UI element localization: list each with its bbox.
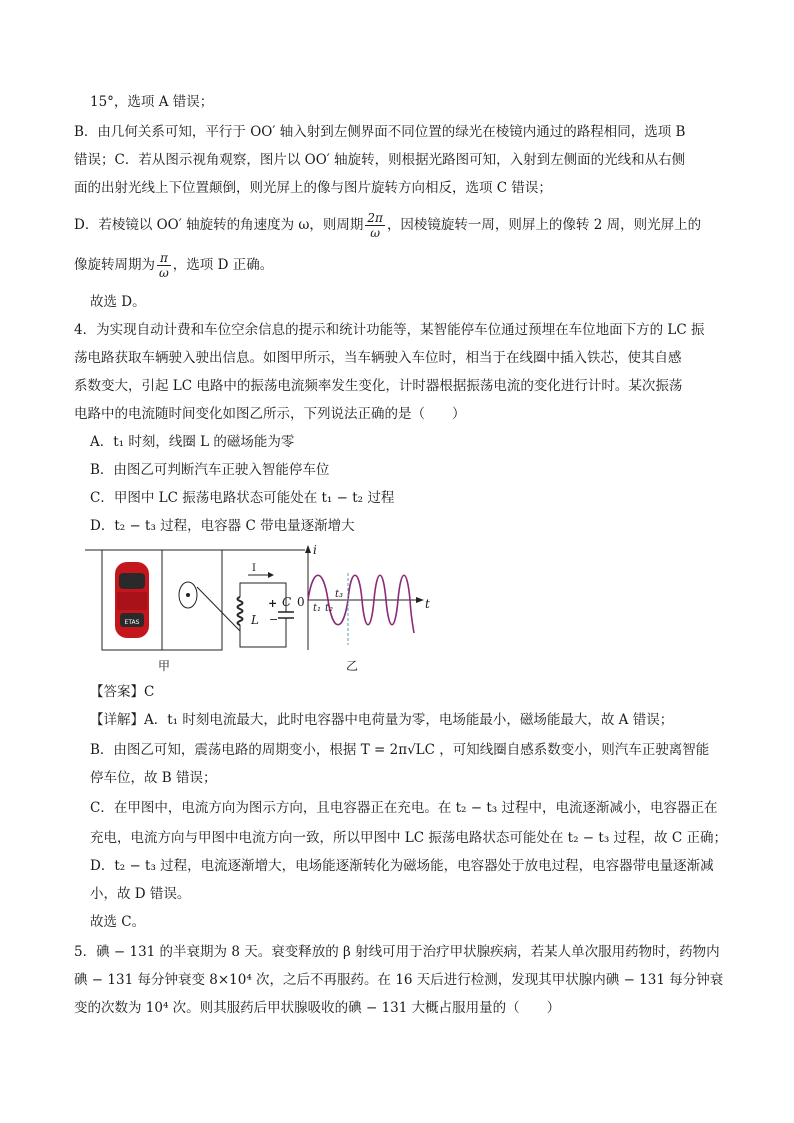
option-a: A．t₁ 时刻，线圈 L 的磁场能为零 [90, 434, 295, 450]
question-stem: 荡电路获取车辆驶入驶出信息。如图甲所示，当车辆驶入车位时，相当于在线圈中插入铁芯，使其自感 [74, 350, 682, 366]
text-line: B．由几何关系可知，平行于 OO′ 轴入射到左侧界面不同位置的绿光在棱镜内通过的路程相同，选项 B [74, 124, 686, 140]
conclusion: 故选 D。 [90, 294, 146, 310]
text-line: 15°，选项 A 错误； [90, 94, 214, 110]
explanation-line: 停车位，故 B 错误； [90, 770, 217, 786]
option-b: B．由图乙可判断汽车正驶入智能停车位 [90, 462, 330, 478]
current-wave [308, 575, 414, 633]
axis-label-t: t [425, 597, 430, 611]
explanation-line: D．t₂ − t₃ 过程，电流逐渐增大，电场能逐渐转化为磁场能，电容器处于放电过程，电容器带电量逐渐减 [90, 858, 714, 874]
car-icon [115, 562, 149, 638]
tick-t3: t₃ [335, 589, 344, 600]
figure-label-jia: 甲 [158, 659, 171, 673]
inductor-label: L [251, 613, 259, 627]
plate-text: ETAS [124, 619, 140, 626]
tick-t2: t₂ [325, 603, 334, 614]
text-segment: ，选项 D 正确。 [172, 257, 274, 273]
question-stem: 变的次数为 10⁴ 次。则其服药后甲状腺吸收的碘 − 131 大概占服用量的（ ） [74, 1000, 561, 1016]
origin-label: 0 [297, 595, 305, 609]
text-segment: 像旋转周期为 [74, 257, 155, 273]
current-label: I [252, 563, 256, 574]
fraction-numerator: 2π [367, 211, 383, 225]
text-line: 面的出射光线上下位置颠倒，则光屏上的像与图片旋转方向相反，选项 C 错误； [74, 180, 552, 196]
question-stem: 碘 − 131 每分钟衰变 8×10⁴ 次，之后不再服药。在 16 天后进行检测，发现其甲状腺内碘 − 131 每分钟衰 [74, 972, 724, 988]
text-line [74, 248, 273, 282]
inductor-icon [236, 597, 244, 625]
option-d: D．t₂ − t₃ 过程，电容器 C 带电量逐渐增大 [90, 518, 355, 534]
option-c: C．甲图中 LC 振荡电路状态可能处在 t₁ − t₂ 过程 [90, 490, 395, 506]
explanation-line: 小，故 D 错误。 [90, 886, 191, 902]
figure-label-yi: 乙 [346, 659, 359, 673]
fraction-denominator: ω [370, 226, 381, 240]
fraction-denominator: ω [159, 266, 169, 280]
tick-t1: t₁ [313, 603, 322, 614]
explanation-line: 【详解】A．t₁ 时刻电流最大，此时电容器中电荷量为零，电场能最小，磁场能最大，故 A 错误； [90, 712, 674, 728]
capacitor-label: C [282, 595, 292, 609]
question-stem: 系数变大，引起 LC 电路中的振荡电流频率发生变化，计时器根据振荡电流的变化进行计时。某次振荡 [74, 378, 683, 394]
explanation-line: B．由图乙可知，震荡电路的周期变小，根据 T = 2π√LC ，可知线圈自感系数变小，则汽车正驶离智能 [90, 742, 710, 758]
fraction [365, 211, 385, 240]
explanation-line: 充电，电流方向与甲图中电流方向一致，所以甲图中 LC 振荡电路状态可能处在 t₂ − t₃ 过程，故 C 正确； [90, 830, 727, 846]
capacitor-icon [278, 612, 294, 618]
text-segment: ，因棱镜旋转一周，则屏上的像转 2 周，则光屏上的 [386, 217, 702, 233]
conclusion: 故选 C。 [90, 914, 146, 930]
fraction [157, 251, 171, 280]
plus-sign: + [268, 597, 278, 610]
figure-svg [80, 545, 440, 675]
fraction-numerator: π [157, 251, 171, 266]
text-line [74, 208, 701, 242]
explanation-line: C．在甲图中，电流方向为图示方向，且电容器正在充电。在 t₂ − t₃ 过程中，电流逐渐减小，电容器正在 [90, 800, 718, 816]
text-segment: D．若棱镜以 OO′ 轴旋转的角速度为 ω，则周期 [74, 217, 364, 233]
axis-label-i: i [313, 543, 317, 557]
question-stem: 5．碘 − 131 的半衰期为 8 天。衰变释放的 β 射线可用于治疗甲状腺疾病，若某人单次服用药物时，药物内 [74, 944, 720, 960]
question-stem: 电路中的电流随时间变化如图乙所示，下列说法正确的是（ ） [74, 406, 466, 422]
text-line: 错误；C．若从图示视角观察，图片以 OO′ 轴旋转，则根据光路图可知，入射到左侧面的光线和从右侧 [74, 152, 686, 168]
answer: 【答案】C [90, 684, 155, 700]
lc-circuit [240, 583, 286, 647]
leader-line [197, 587, 240, 631]
question-stem: 4．为实现自动计费和车位空余信息的提示和统计功能等，某智能停车位通过预埋在车位地面下方的 LC 振 [74, 322, 705, 338]
question-figure [80, 545, 440, 675]
minus-sign: − [269, 613, 279, 626]
